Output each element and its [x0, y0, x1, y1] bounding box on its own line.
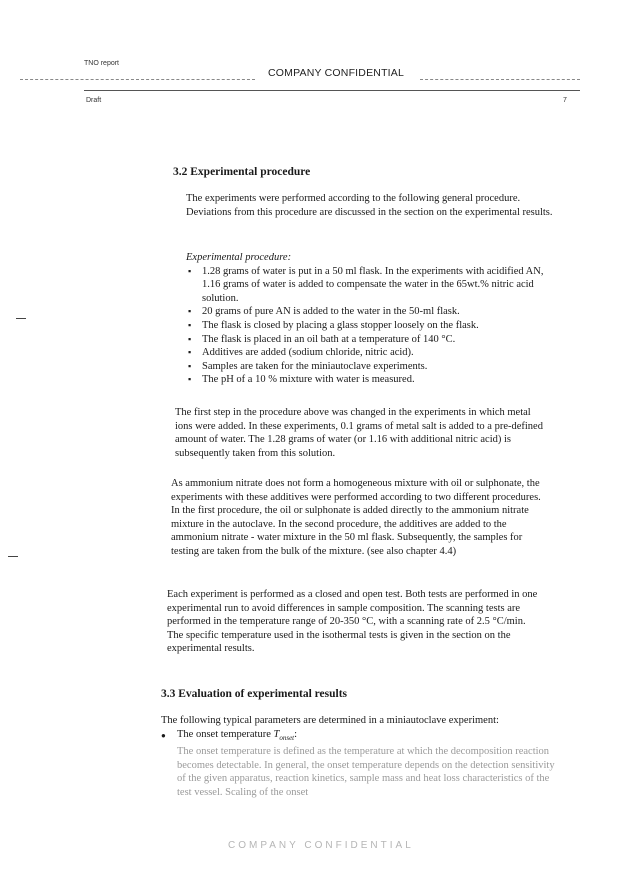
section-3-3-intro [161, 714, 561, 800]
paragraph-text: Each experiment is performed as a closed and open test. Both tests are performed in one experimental run to avoid differences in sample composition. The scanning tests are performed in the temperature range of 20-350 °C, with a scanning rate of 2.5 °C/min. The specific temperature used in the isothermal tests is given in the section on the experimental results. [167, 589, 538, 655]
paragraph-closed-open-test [167, 588, 541, 656]
procedure-step: ▪ The flask is placed in an oil bath at a temperature of 140 °C. [186, 333, 556, 347]
parameter-colon: : [294, 728, 298, 740]
procedure-step: ▪ The flask is closed by placing a glass stopper loosely on the flask. [186, 319, 556, 333]
procedure-label: Experimental procedure: [186, 252, 292, 263]
parameter-list [161, 728, 561, 746]
paragraph-oil-sulphonate [171, 477, 545, 559]
intro-text: The experiments were performed according to the following general procedure. Deviations from this procedure are discussed in the section on the experimental results. [186, 193, 553, 218]
parameter-symbol: T [273, 728, 280, 740]
draft-label: Draft [86, 97, 102, 104]
confidential-banner: COMPANY CONFIDENTIAL [268, 67, 405, 79]
header-rule [84, 90, 580, 91]
faded-onset-description: The onset temperature is defined as the temperature at which the decomposition reaction becomes detectable. In general, the onset temperature depends on the detection sensitivity of the given apparatus, reaction kinetics, sample mass and heat loss characteristics of the test vessel. Scaling of the onset [177, 746, 555, 799]
procedure-list [186, 265, 556, 387]
page-number: 7 [563, 97, 567, 104]
parameter-onset [161, 728, 561, 746]
margin-mark [8, 556, 18, 557]
header-dashed-rule-left [20, 79, 255, 80]
parameter-label: The onset temperature [177, 728, 274, 740]
footer-confidential: COMPANY CONFIDENTIAL [228, 840, 414, 851]
paragraph-text: As ammonium nitrate does not form a homogeneous mixture with oil or sulphonate, the experiments with these additives were performed according to two different procedures. In the first procedure, the oil or sulphonate is added directly to the ammonium nitrate mixture in the autoclave. In the second procedure, the additives are added to the ammonium nitrate - water mixture in the 50 ml flask. Subsequently, the samples for testing are taken from the bulk of the mixture. (see also chapter 4.4) [171, 478, 541, 557]
parameter-subscript: onset [279, 733, 295, 742]
margin-mark [16, 318, 26, 319]
procedure-step: ▪ Samples are taken for the miniautoclave experiments. [186, 360, 556, 374]
intro-text: The following typical parameters are determined in a miniautoclave experiment: [161, 715, 499, 726]
header-dashed-rule-right [420, 79, 580, 80]
paragraph-text: The first step in the procedure above was changed in the experiments in which metal ions were added. In these experiments, 0.1 grams of metal salt is added to a pre-defined amount of water. The 1.28 grams of water (or 1.16 with additional nitric acid) is subsequently taken from this solution. [175, 407, 543, 459]
procedure-step: ▪ Additives are added (sodium chloride, nitric acid). [186, 346, 556, 360]
procedure-step: ▪ 1.28 grams of water is put in a 50 ml flask. In the experiments with acidified AN, 1.16 grams of water is added to compensate the water in the 65wt.% nitric acid solution. [186, 265, 556, 306]
report-label: TNO report [84, 60, 120, 67]
paragraph-metal-ions [175, 406, 547, 460]
section-3-2-intro [186, 192, 556, 219]
procedure-block [186, 251, 556, 387]
procedure-step: ▪ The pH of a 10 % mixture with water is measured. [186, 373, 556, 387]
section-3-2-title: 3.2 Experimental procedure [173, 166, 311, 178]
section-3-3-title: 3.3 Evaluation of experimental results [161, 688, 348, 700]
procedure-step: ▪ 20 grams of pure AN is added to the water in the 50-ml flask. [186, 305, 556, 319]
